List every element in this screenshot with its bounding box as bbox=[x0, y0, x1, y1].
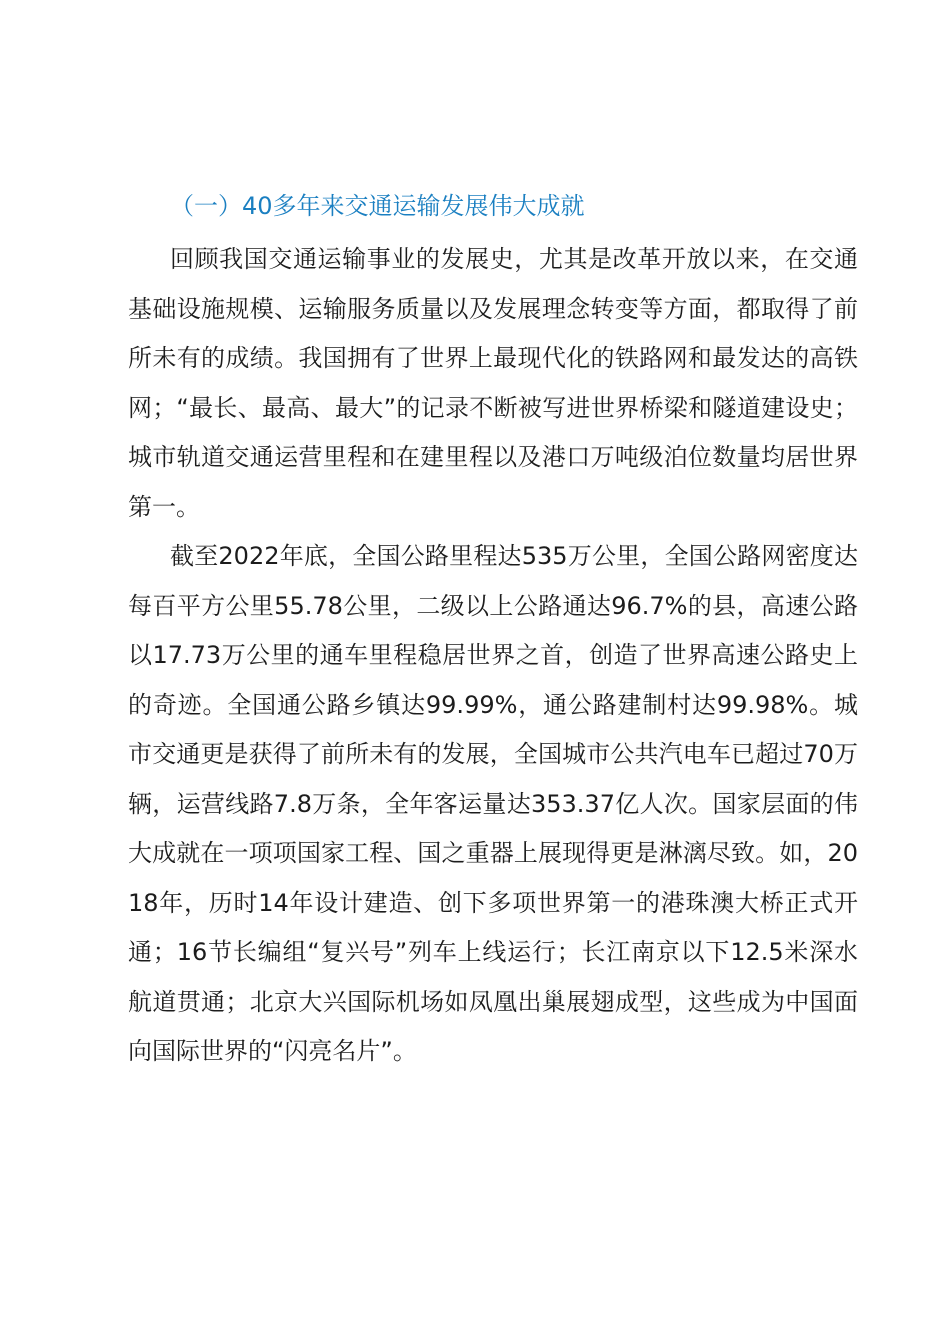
paragraph-achievements-overview: 回顾我国交通运输事业的发展史，尤其是改革开放以来，在交通基础设施规模、运输服务质量以及发展理念转变等方面，都取得了前所未有的成绩。我国拥有了世界上最现代化的铁路网和最发达的高铁网；“最长、最高、最大”的记录不断被写进世界桥梁和隧道建设史；城市轨道交通运营里程和在建里程以及港口万吨级泊位数量均居世界第一。 bbox=[128, 245, 858, 521]
section-heading: （一）40多年来交通运输发展伟大成就 bbox=[170, 192, 585, 220]
document-body bbox=[128, 186, 858, 1077]
paragraph-statistics: 截至2022年底，全国公路里程达535万公里，全国公路网密度达每百平方公里55.78公里，二级以上公路通达96.7%的县，高速公路以17.73万公里的通车里程稳居世界之首，创造了世界高速公路史上的奇迹。全国通公路乡镇达99.99%，通公路建制村达99.98%。城市交通更是获得了前所未有的发展，全国城市公共汽电车已超过70万辆，运营线路7.8万条，全年客运量达353.37亿人次。国家层面的伟大成就在一项项国家工程、国之重器上展现得更是淋漓尽致。如，2018年，历时14年设计建造、创下多项世界第一的港珠澳大桥正式开通；16节长编组“复兴号”列车上线运行；长江南京以下12.5米深水航道贯通；北京大兴国际机场如凤凰出巢展翅成型，这些成为中国面向国际世界的“闪亮名片”。 bbox=[128, 542, 858, 1065]
